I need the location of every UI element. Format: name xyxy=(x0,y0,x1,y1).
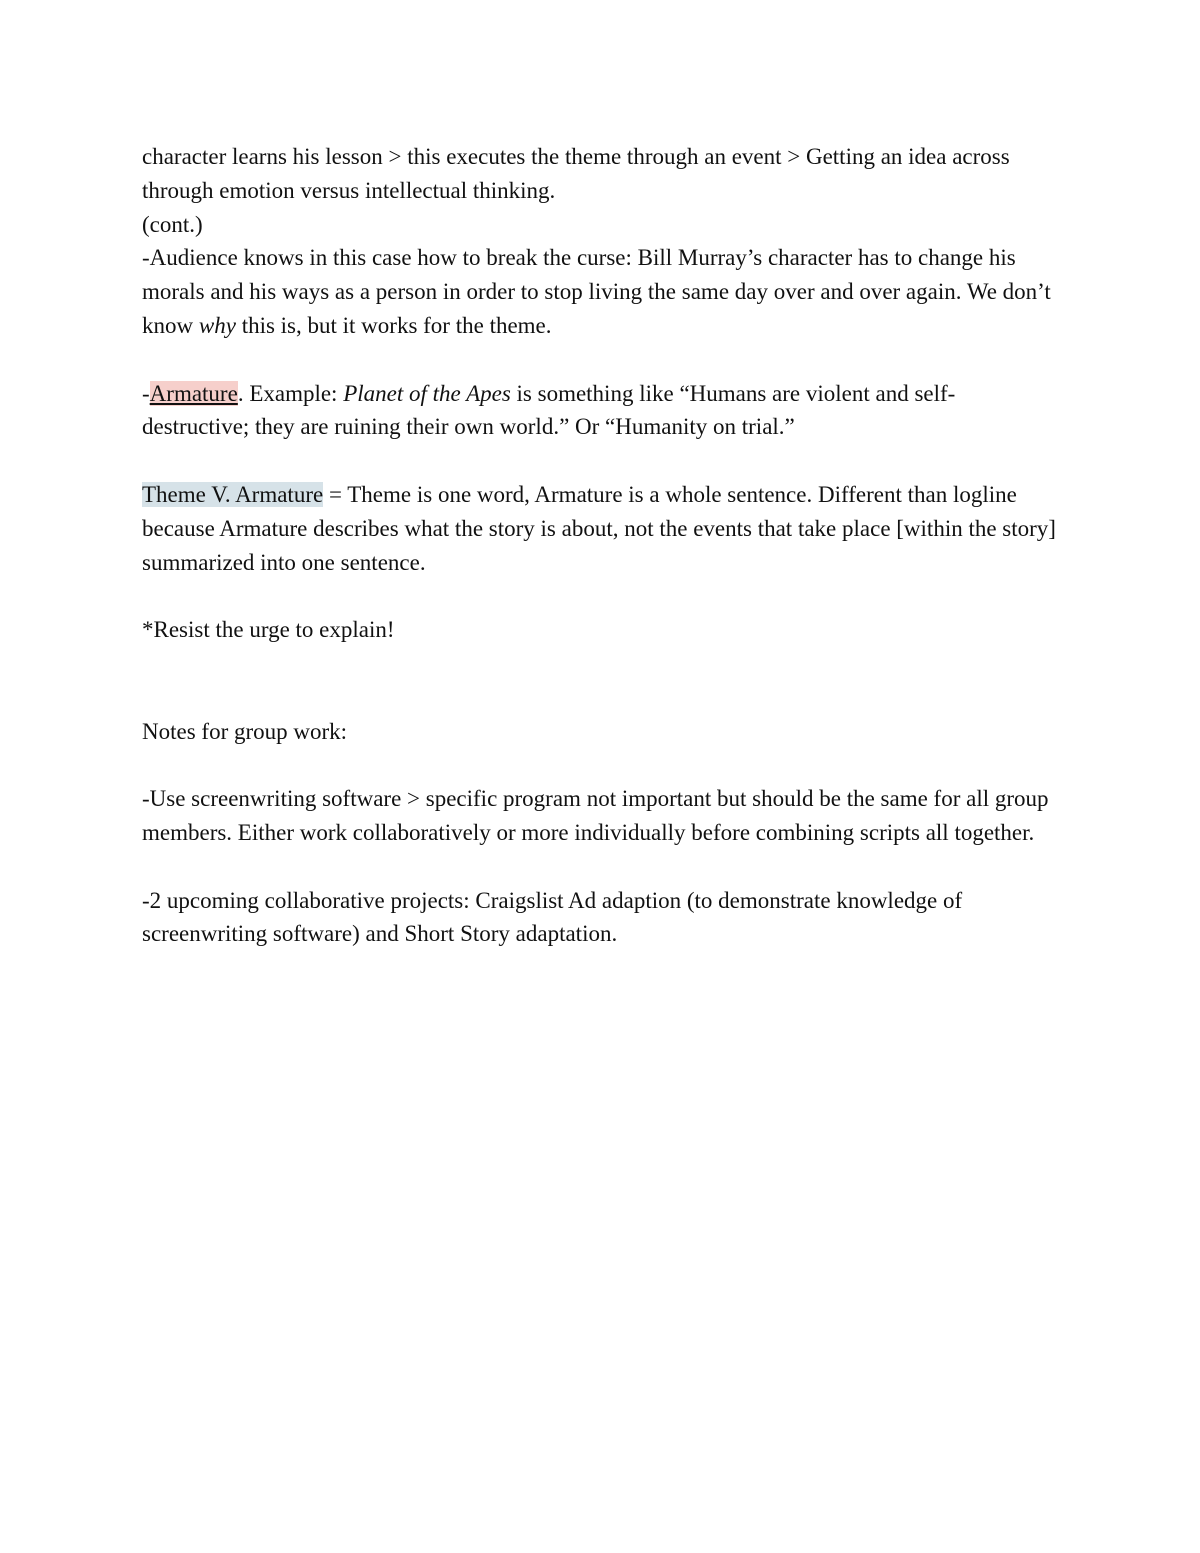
heading-notes-group-work: Notes for group work: xyxy=(142,718,348,744)
paragraph-resist-urge: *Resist the urge to explain! xyxy=(142,617,395,643)
highlighted-armature[interactable]: Armature xyxy=(149,380,238,406)
highlighted-theme-v-armature[interactable]: Theme V. Armature xyxy=(142,481,324,507)
document-page xyxy=(142,140,1062,951)
paragraph-lesson-theme: character learns his lesson > this executes the theme through an event > Getting an idea across through emotion versus intellectual thinking. xyxy=(142,144,1010,203)
paragraph-screenwriting-software: -Use screenwriting software > specific program not important but should be the same for all group members. Either work collaboratively or more individually before combining scripts all together. xyxy=(142,786,1049,845)
theme-vs-armature-text: = Theme is one word, Armature is a whole sentence. Different than logline because Armature describes what the story is about, not the events that take place [within the story] summarized into one sentence. xyxy=(142,481,1056,575)
blank-lines xyxy=(142,647,1062,715)
blank-line xyxy=(142,850,1062,884)
paragraph-collaborative-projects: -2 upcoming collaborative projects: Craigslist Ad adaption (to demonstrate knowledge of screenwriting software) and Short Story adaptation. xyxy=(142,887,963,947)
armature-example-text: is something like “Humans are violent and self-destructive; they are ruining their own world.” Or “Humanity on trial.” xyxy=(142,380,956,440)
audience-text-end: this is, but it works for the theme. xyxy=(235,312,552,338)
paragraph-armature-example xyxy=(142,377,1062,445)
paragraph-audience-curse xyxy=(142,241,1062,342)
armature-dash: - xyxy=(142,380,150,406)
blank-line xyxy=(142,343,1062,377)
audience-text-start: -Audience knows in this case how to break the curse: Bill Murray’s character has to change his morals and his ways as a person in order to stop living the same day over and over again. We don’t know xyxy=(142,245,1051,338)
blank-line xyxy=(142,579,1062,613)
italic-planet-of-the-apes: Planet of the Apes xyxy=(343,380,511,406)
paragraph-cont: (cont.) xyxy=(142,211,203,237)
armature-example-label: . Example: xyxy=(237,380,344,406)
italic-why: why xyxy=(198,312,236,338)
blank-line xyxy=(142,444,1062,478)
blank-line xyxy=(142,748,1062,782)
paragraph-theme-vs-armature xyxy=(142,478,1062,579)
